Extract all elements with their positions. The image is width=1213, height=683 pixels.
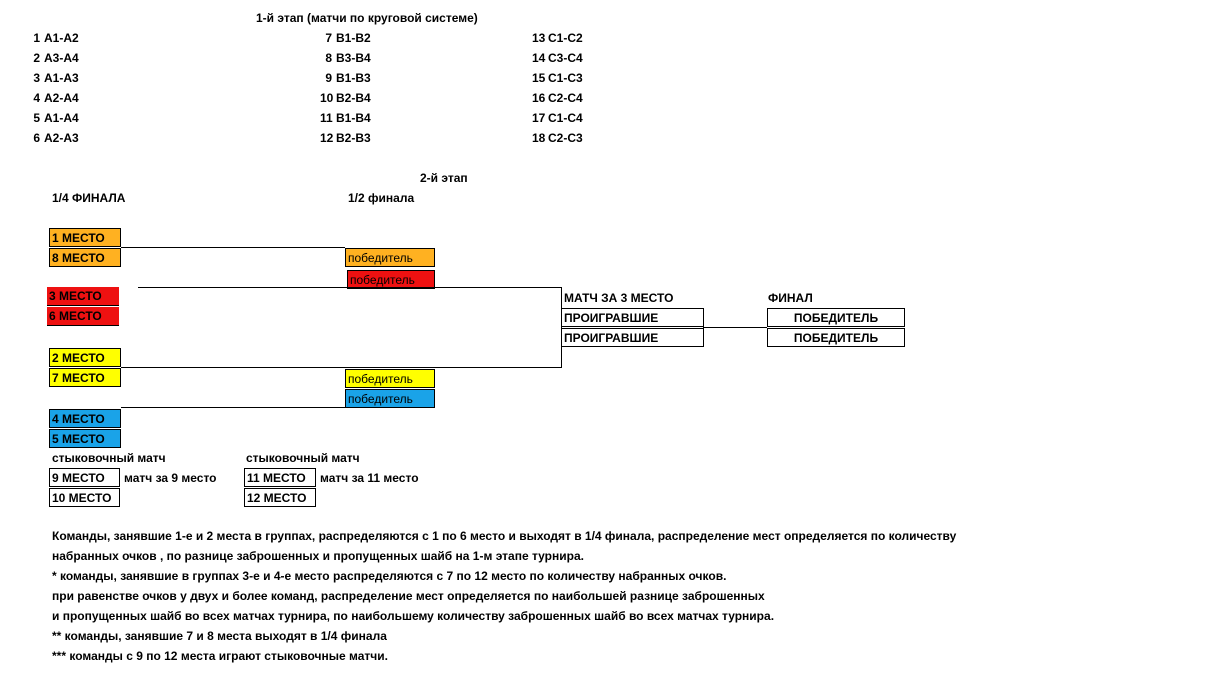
playoff-title-1: стыковочный матч [52,451,166,465]
match-row [28,28,138,48]
quarter-box-label: 5 МЕСТО [52,432,105,446]
quarter-box-label: 3 МЕСТО [49,289,102,303]
playoff-slot-9 [49,468,120,487]
match-teams: B1-B4 [336,111,371,125]
match-row [28,108,138,128]
stage2-title: 2-й этап [420,171,468,185]
final-slot-2 [767,328,905,347]
stage1-title: 1-й этап (матчи по круговой системе) [256,11,478,25]
final-slot-1 [767,308,905,327]
third-place-slot-1 [561,308,704,327]
playoff-slot-label: 12 МЕСТО [247,491,307,505]
match-row [28,128,138,148]
match-row [532,128,642,148]
match-row [28,48,138,68]
match-teams: C2-C4 [548,91,583,105]
semi-box-label: победитель [348,251,413,265]
third-place-slot-label: ПРОИГРАВШИЕ [564,311,659,325]
semi-box-winner-4 [345,389,435,408]
match-number: 18 [532,131,546,145]
final-title: ФИНАЛ [768,291,813,305]
quarter-box-label: 4 МЕСТО [52,412,105,426]
match-teams: A3-A4 [44,51,79,65]
match-row [532,28,642,48]
bracket-line [121,407,345,408]
match-teams: A2-A3 [44,131,79,145]
playoff-slot-label: 9 МЕСТО [52,471,105,485]
playoff-note-2: матч за 11 место [320,471,419,485]
match-row [532,108,642,128]
match-teams: C3-C4 [548,51,583,65]
match-teams: B2-B3 [336,131,371,145]
match-number: 7 [325,31,332,45]
match-teams: C1-C4 [548,111,583,125]
match-number: 8 [325,51,332,65]
match-teams: C2-C3 [548,131,583,145]
match-row [28,68,138,88]
quarter-box-6 [47,307,119,326]
final-slot-label: ПОБЕДИТЕЛЬ [793,311,879,325]
match-row [320,108,430,128]
match-number: 11 [320,111,333,125]
playoff-slot-label: 10 МЕСТО [52,491,112,505]
semi-box-winner-1 [345,248,435,267]
quarter-box-4 [49,409,121,428]
match-row [320,88,430,108]
match-teams: C1-C3 [548,71,583,85]
match-teams: A1-A4 [44,111,79,125]
semifinal-label: 1/2 финала [348,191,415,205]
match-row [320,28,430,48]
bracket-line [703,327,767,328]
match-row [532,48,642,68]
match-teams: B1-B3 [336,71,371,85]
third-place-title: МАТЧ ЗА 3 МЕСТО [564,291,674,305]
match-number: 17 [532,111,546,125]
match-teams: A1-A2 [44,31,79,45]
note-line: Команды, занявшие 1-е и 2 места в группах, распределяются с 1 по 6 место и выходят в 1/4 финала, распределение мест определяется по количеству [52,529,957,543]
semi-box-label: победитель [348,392,413,406]
match-teams: B2-B4 [336,91,371,105]
match-row [320,48,430,68]
quarter-box-3 [47,287,119,306]
match-number: 9 [325,71,332,85]
final-slot-label: ПОБЕДИТЕЛЬ [793,331,879,345]
note-line: набранных очков , по разнице заброшенных и пропущенных шайб на 1-м этапе турнира. [52,549,584,563]
match-teams: A2-A4 [44,91,79,105]
match-number: 12 [320,131,334,145]
match-number: 10 [320,91,334,105]
match-teams: C1-C2 [548,31,583,45]
playoff-slot-label: 11 МЕСТО [247,471,306,485]
match-number: 6 [33,131,40,145]
note-line: * команды, занявшие в группах 3-е и 4-е место распределяются с 7 по 12 место по количеству набранных очков. [52,569,727,583]
bracket-line [121,367,562,368]
playoff-slot-11 [244,468,316,487]
quarter-box-2 [49,348,121,367]
match-row [320,68,430,88]
bracket-line [138,287,562,288]
match-number: 13 [532,31,546,45]
third-place-slot-label: ПРОИГРАВШИЕ [564,331,659,345]
playoff-slot-10 [49,488,120,507]
playoff-slot-12 [244,488,316,507]
match-teams: B3-B4 [336,51,371,65]
match-row [28,88,138,108]
note-line: при равенстве очков у двух и более команд, распределение мест определяется по наибольшей разнице заброшенных [52,589,765,603]
quarter-box-5 [49,429,121,448]
match-number: 3 [33,71,40,85]
playoff-note-1: матч за 9 место [124,471,217,485]
match-number: 14 [532,51,546,65]
match-number: 16 [532,91,546,105]
quarter-box-7 [49,368,121,387]
semi-box-label: победитель [350,273,415,287]
match-row [532,68,642,88]
quarterfinal-label: 1/4 ФИНАЛА [52,191,126,205]
third-place-slot-2 [561,328,704,347]
semi-box-winner-3 [345,369,435,388]
quarter-box-label: 1 МЕСТО [52,231,105,245]
bracket-line [121,247,345,248]
match-row [532,88,642,108]
match-number: 2 [33,51,40,65]
match-number: 4 [33,91,40,105]
match-number: 1 [33,31,40,45]
note-line: и пропущенных шайб во всех матчах турнира, по наибольшему количеству заброшенных шайб во всех матчах турнира. [52,609,775,623]
match-teams: B1-B2 [336,31,371,45]
note-line: ** команды, занявшие 7 и 8 места выходят в 1/4 финала [52,629,387,643]
match-row [320,128,430,148]
quarter-box-label: 8 МЕСТО [52,251,105,265]
quarter-box-8 [49,248,121,267]
match-teams: A1-A3 [44,71,79,85]
match-number: 15 [532,71,546,85]
quarter-box-label: 2 МЕСТО [52,351,105,365]
quarter-box-label: 7 МЕСТО [52,371,105,385]
quarter-box-label: 6 МЕСТО [49,309,102,323]
quarter-box-1 [49,228,121,247]
semi-box-label: победитель [348,372,413,386]
match-number: 5 [33,111,40,125]
note-line: *** команды с 9 по 12 места играют стыковочные матчи. [52,649,388,663]
playoff-title-2: стыковочный матч [246,451,360,465]
